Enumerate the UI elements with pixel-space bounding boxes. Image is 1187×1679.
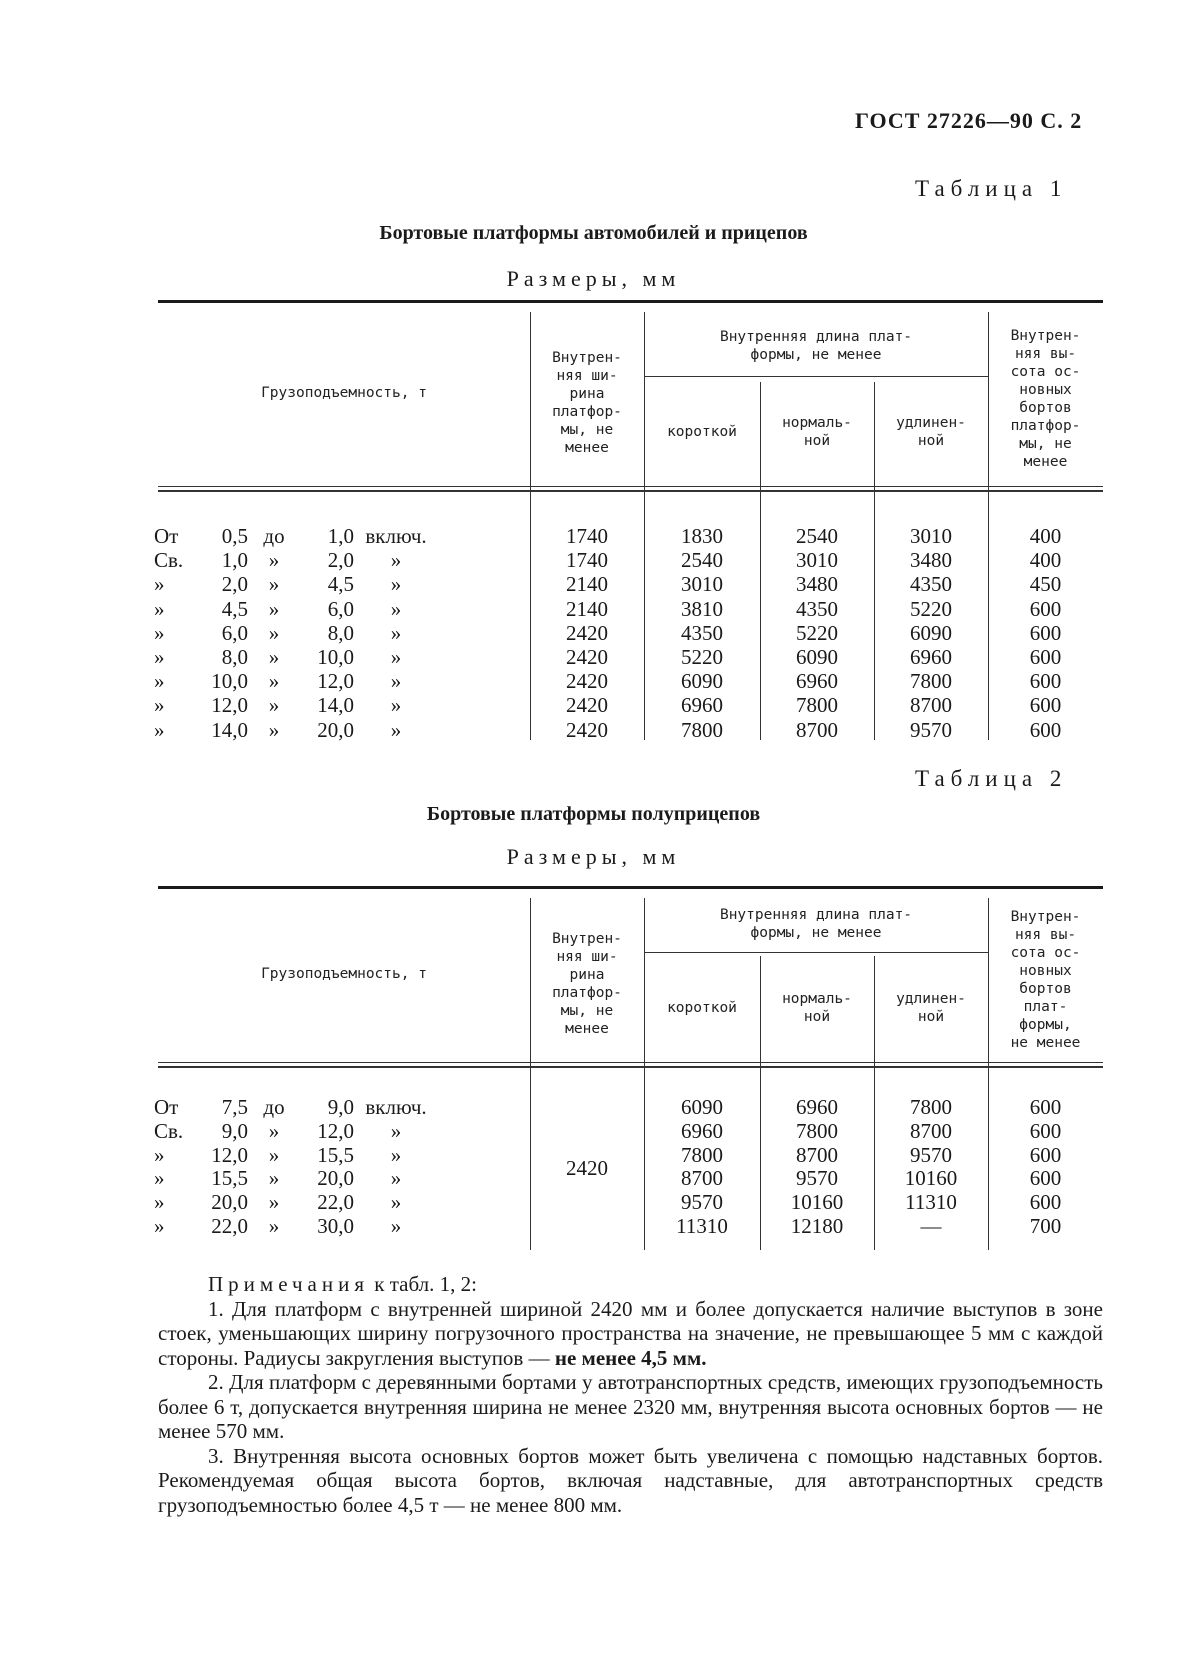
- normal-cell: 8700: [796, 717, 838, 742]
- table1-units: Размеры, мм: [506, 266, 681, 291]
- short-cell: 6090: [681, 669, 723, 694]
- table1: [154, 300, 1103, 750]
- long-cell: 6090: [910, 620, 952, 645]
- capacity-cell: 6,0: [327, 596, 354, 621]
- short-cell: 7800: [681, 1142, 723, 1167]
- capacity-cell: »: [154, 645, 165, 669]
- short-cell: 6960: [681, 1118, 723, 1143]
- t2-width-value: 2420: [566, 1156, 608, 1180]
- t2-header-capacity: Грузоподъемность, т: [261, 966, 427, 982]
- normal-cell: 6960: [796, 669, 838, 694]
- short-cell: 3010: [681, 572, 723, 597]
- capacity-cell: 20,0: [211, 1190, 248, 1215]
- capacity-cell: »: [154, 572, 165, 597]
- capacity-cell: »: [268, 669, 280, 694]
- normal-cell: 8700: [796, 1142, 838, 1167]
- capacity-cell: »: [390, 1214, 402, 1238]
- short-cell: 3810: [681, 596, 723, 621]
- height-cell: 600: [1029, 645, 1062, 669]
- capacity-cell: 15,5: [317, 1142, 354, 1167]
- capacity-cell: »: [390, 1142, 402, 1167]
- capacity-cell: »: [390, 669, 402, 694]
- short-cell: 9570: [681, 1190, 723, 1215]
- long-cell: 7800: [910, 1095, 952, 1119]
- capacity-cell: 10,0: [211, 669, 248, 694]
- capacity-cell: »: [268, 1142, 280, 1167]
- width-cell: 2420: [566, 645, 608, 669]
- capacity-cell: 8,0: [221, 645, 248, 669]
- normal-cell: 6960: [796, 1095, 838, 1119]
- capacity-cell: »: [154, 1190, 165, 1215]
- capacity-cell: »: [390, 1190, 402, 1215]
- capacity-cell: 20,0: [317, 1166, 354, 1191]
- capacity-cell: »: [154, 1214, 165, 1238]
- capacity-cell: 22,0: [317, 1190, 354, 1215]
- capacity-cell: 15,5: [211, 1166, 248, 1191]
- table2-units: Размеры, мм: [506, 844, 681, 869]
- capacity-cell: 8,0: [327, 620, 354, 645]
- capacity-cell: »: [154, 693, 165, 718]
- height-cell: 600: [1029, 1190, 1062, 1215]
- table1-title: Бортовые платформы автомобилей и прицепов: [379, 222, 808, 244]
- capacity-cell: От: [154, 1095, 179, 1119]
- t2-header-width: Внутрен- няя ши- рина платфор- мы, не менее: [552, 931, 622, 1037]
- table1-label: Таблица 1: [915, 176, 1068, 201]
- normal-cell: 3010: [796, 548, 838, 573]
- short-cell: 6090: [681, 1095, 723, 1119]
- normal-cell: 7800: [796, 1118, 838, 1143]
- capacity-cell: 2,0: [221, 572, 248, 597]
- height-cell: 600: [1029, 669, 1062, 694]
- normal-cell: 3480: [796, 572, 838, 597]
- notes-title: Примечания к табл. 1, 2:: [208, 1272, 477, 1296]
- capacity-cell: »: [268, 596, 280, 621]
- capacity-cell: »: [268, 717, 280, 742]
- capacity-cell: »: [390, 620, 402, 645]
- capacity-cell: 1,0: [221, 548, 248, 573]
- note-1: 1. Для платформ с внутренней шириной 2420 мм и более допускается наличие выступов в зоне стоек, уменьшающих ширину погрузочного пространства на значение, не превышающее 5 мм с каждой стороны. Радиусы закругления выступов — не менее 4,5 мм.: [158, 1296, 1103, 1370]
- short-cell: 5220: [681, 645, 723, 669]
- t2-header-normal: нормаль- ной: [782, 991, 852, 1025]
- capacity-cell: »: [390, 717, 402, 742]
- capacity-cell: »: [154, 669, 165, 694]
- capacity-cell: »: [268, 693, 280, 718]
- width-cell: 2420: [566, 693, 608, 718]
- capacity-cell: 14,0: [317, 693, 354, 718]
- long-cell: 8700: [910, 693, 952, 718]
- t2-header-short: короткой: [667, 1000, 737, 1016]
- capacity-cell: 10,0: [317, 645, 354, 669]
- long-cell: 8700: [910, 1118, 952, 1143]
- t1-header-height: Внутрен- няя вы- сота ос- новных бортов платфор- мы, не менее: [1010, 328, 1081, 470]
- capacity-cell: 30,0: [317, 1214, 354, 1238]
- width-cell: 1740: [566, 548, 608, 573]
- short-cell: 1830: [681, 524, 723, 548]
- capacity-cell: 12,0: [211, 1142, 248, 1167]
- capacity-cell: 22,0: [211, 1214, 248, 1238]
- t2-header-length: Внутренняя длина плат- формы, не менее: [719, 907, 913, 941]
- capacity-cell: »: [268, 1166, 280, 1191]
- capacity-cell: до: [263, 524, 285, 548]
- capacity-cell: 7,5: [221, 1095, 248, 1119]
- note-2: 2. Для платформ с деревянными бортами у автотранспортных средств, имеющих грузоподъемность более 6 т, допускается внутренняя ширина не менее 2320 мм, внутренняя высота основных бортов — не менее 570 мм.: [158, 1370, 1103, 1443]
- capacity-cell: »: [154, 1166, 165, 1191]
- t2-header-height: Внутрен- няя вы- сота ос- новных бортов плат- формы, не менее: [1010, 909, 1081, 1051]
- long-cell: 5220: [910, 596, 952, 621]
- capacity-cell: »: [154, 717, 165, 742]
- height-cell: 400: [1029, 524, 1062, 548]
- page-header: ГОСТ 27226—90 С. 2: [855, 108, 1083, 133]
- width-cell: 2420: [566, 620, 608, 645]
- capacity-cell: 9,0: [221, 1118, 248, 1143]
- table2-title: Бортовые платформы полуприцепов: [426, 803, 761, 825]
- normal-cell: 4350: [796, 596, 838, 621]
- height-cell: 600: [1029, 717, 1062, 742]
- note-3: 3. Внутренняя высота основных бортов может быть увеличена с помощью надставных бортов. Рекомендуемая общая высота бортов, включая надставные, для автотранспортных средств грузоподъемностью более 4,5 т — не менее 800 мм.: [158, 1443, 1103, 1517]
- capacity-cell: »: [268, 1118, 280, 1143]
- capacity-cell: 14,0: [211, 717, 248, 742]
- short-cell: 6960: [681, 693, 723, 718]
- normal-cell: 6090: [796, 645, 838, 669]
- short-cell: 4350: [681, 620, 723, 645]
- height-cell: 600: [1029, 620, 1062, 645]
- capacity-cell: 9,0: [327, 1095, 354, 1119]
- width-cell: 2140: [566, 572, 608, 597]
- t1-header-length: Внутренняя длина плат- формы, не менее: [719, 329, 913, 363]
- capacity-cell: 2,0: [327, 548, 354, 573]
- short-cell: 8700: [681, 1166, 723, 1191]
- capacity-cell: 4,5: [327, 572, 354, 597]
- height-cell: 400: [1029, 548, 1062, 573]
- long-cell: 9570: [910, 1142, 952, 1167]
- t1-header-normal: нормаль- ной: [782, 415, 852, 449]
- capacity-cell: 6,0: [221, 620, 248, 645]
- short-cell: 11310: [676, 1214, 728, 1238]
- capacity-cell: »: [390, 693, 402, 718]
- normal-cell: 7800: [796, 693, 838, 718]
- capacity-cell: Св.: [154, 1118, 184, 1143]
- t1-header-width: Внутрен- няя ши- рина платфор- мы, не менее: [552, 350, 622, 456]
- capacity-cell: Св.: [154, 548, 184, 573]
- height-cell: 600: [1029, 1166, 1062, 1191]
- capacity-cell: включ.: [365, 524, 427, 548]
- capacity-cell: 12,0: [317, 1118, 354, 1143]
- long-cell: 3480: [910, 548, 952, 573]
- long-cell: 9570: [910, 717, 952, 742]
- capacity-cell: »: [390, 596, 402, 621]
- t2-header-long: удлинен- ной: [896, 991, 966, 1025]
- capacity-cell: »: [268, 1214, 280, 1238]
- capacity-cell: »: [268, 1190, 280, 1215]
- width-cell: 2420: [566, 717, 608, 742]
- width-cell: 2140: [566, 596, 608, 621]
- t1-header-short: короткой: [667, 424, 737, 440]
- capacity-cell: »: [268, 620, 280, 645]
- normal-cell: 12180: [790, 1214, 844, 1238]
- long-cell: 3010: [910, 524, 952, 548]
- capacity-cell: »: [154, 596, 165, 621]
- long-cell: 7800: [910, 669, 952, 694]
- table2-label: Таблица 2: [915, 766, 1068, 791]
- capacity-cell: »: [390, 1166, 402, 1191]
- capacity-cell: »: [390, 572, 402, 597]
- notes: [158, 1272, 1103, 1517]
- capacity-cell: »: [268, 645, 280, 669]
- capacity-cell: 12,0: [317, 669, 354, 694]
- long-cell: 10160: [904, 1166, 958, 1191]
- long-cell: 11310: [905, 1190, 957, 1215]
- height-cell: 700: [1029, 1214, 1062, 1238]
- capacity-cell: »: [390, 645, 402, 669]
- normal-cell: 5220: [796, 620, 838, 645]
- width-cell: 1740: [566, 524, 608, 548]
- height-cell: 600: [1029, 693, 1062, 718]
- capacity-cell: 1,0: [327, 524, 354, 548]
- capacity-cell: »: [268, 572, 280, 597]
- capacity-cell: »: [268, 548, 280, 573]
- capacity-cell: до: [263, 1095, 285, 1119]
- capacity-cell: »: [154, 620, 165, 645]
- capacity-cell: »: [390, 548, 402, 573]
- short-cell: 7800: [681, 717, 723, 742]
- t1-header-long: удлинен- ной: [896, 415, 966, 449]
- capacity-cell: 4,5: [221, 596, 248, 621]
- capacity-cell: 0,5: [221, 524, 248, 548]
- capacity-cell: включ.: [365, 1095, 427, 1119]
- height-cell: 600: [1029, 596, 1062, 621]
- height-cell: 600: [1029, 1142, 1062, 1167]
- capacity-cell: »: [154, 1142, 165, 1167]
- width-cell: 2420: [566, 669, 608, 694]
- table2: [154, 886, 1103, 1256]
- long-cell: 4350: [910, 572, 952, 597]
- capacity-cell: »: [390, 1118, 402, 1143]
- normal-cell: 10160: [790, 1190, 844, 1215]
- normal-cell: 9570: [796, 1166, 838, 1191]
- capacity-cell: От: [154, 524, 179, 548]
- long-cell: 6960: [910, 645, 952, 669]
- capacity-cell: 20,0: [317, 717, 354, 742]
- height-cell: 600: [1029, 1095, 1062, 1119]
- normal-cell: 2540: [796, 524, 838, 548]
- t1-header-capacity: Грузоподъемность, т: [261, 385, 427, 401]
- short-cell: 2540: [681, 548, 723, 573]
- long-cell: —: [920, 1214, 942, 1238]
- height-cell: 600: [1029, 1118, 1062, 1143]
- height-cell: 450: [1029, 572, 1062, 597]
- capacity-cell: 12,0: [211, 693, 248, 718]
